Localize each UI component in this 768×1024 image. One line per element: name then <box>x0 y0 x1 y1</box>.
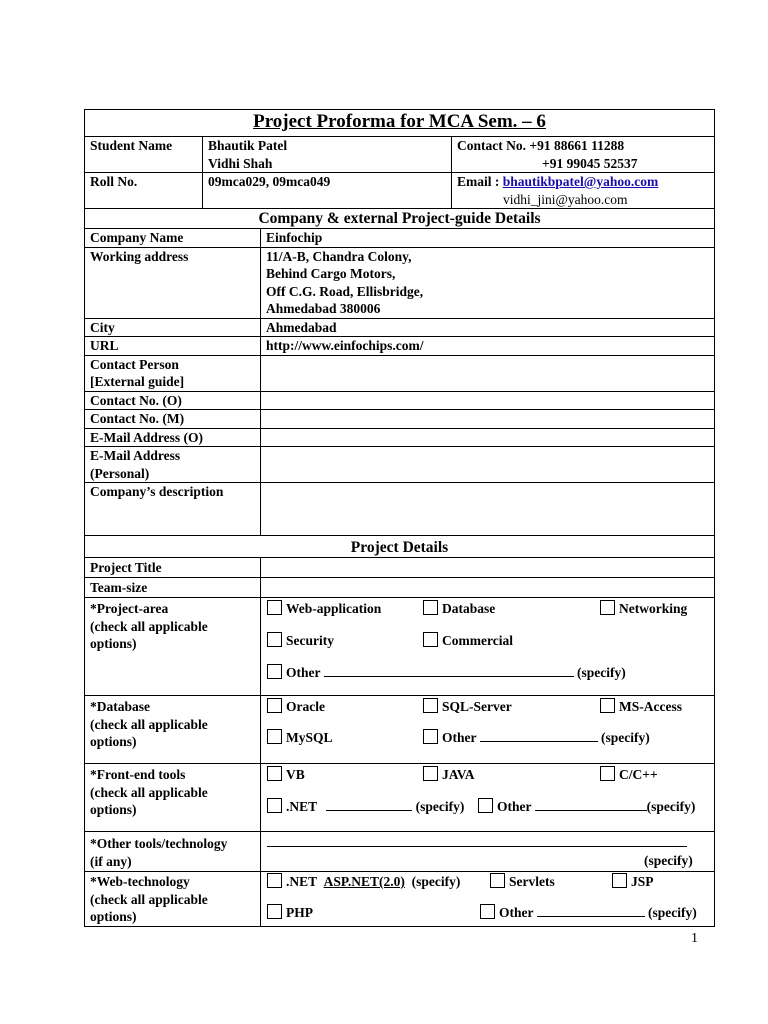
option-other[interactable]: Other (specify) <box>267 664 626 682</box>
option-web-application[interactable]: Web-application <box>267 600 381 618</box>
checkbox-icon[interactable] <box>478 798 493 813</box>
option-sql-server[interactable]: SQL-Server <box>423 698 512 716</box>
option-db-other[interactable]: Other (specify) <box>423 729 650 747</box>
option-fe-other[interactable]: Other (specify) <box>478 798 695 816</box>
email-link[interactable]: bhautikbpatel@yahoo.com <box>502 174 659 189</box>
option-mysql[interactable]: MySQL <box>267 729 333 747</box>
option-database[interactable]: Database <box>423 600 495 618</box>
city-value: Ahmedabad <box>261 318 715 337</box>
database-label: *Database (check all applicable options) <box>85 696 261 764</box>
roll-label: Roll No. <box>85 173 203 209</box>
checkbox-icon[interactable] <box>600 766 615 781</box>
company-name-label: Company Name <box>85 229 261 248</box>
other-tools-value[interactable]: (specify) <box>261 832 715 872</box>
contact-o-value[interactable] <box>261 391 715 410</box>
checkbox-icon[interactable] <box>267 664 282 679</box>
checkbox-icon[interactable] <box>423 600 438 615</box>
checkbox-icon[interactable] <box>612 873 627 888</box>
contact-m-value[interactable] <box>261 410 715 429</box>
frontend-options <box>261 764 715 832</box>
address-value: 11/A-B, Chandra Colony, Behind Cargo Motors, Off C.G. Road, Ellisbridge, Ahmedabad 380006 <box>261 247 715 318</box>
contact-numbers: Contact No. +91 88661 11288 +91 99045 52537 <box>452 137 715 173</box>
option-web-other[interactable]: Other (specify) <box>480 904 697 922</box>
student-names: Bhautik Patel Vidhi Shah <box>203 137 452 173</box>
option-servlets[interactable]: Servlets <box>490 873 555 891</box>
option-commercial[interactable]: Commercial <box>423 632 513 650</box>
checkbox-icon[interactable] <box>600 600 615 615</box>
checkbox-icon[interactable] <box>423 729 438 744</box>
project-area-options <box>261 598 715 696</box>
page-title: Project Proforma for MCA Sem. – 6 <box>85 110 715 137</box>
option-java[interactable]: JAVA <box>423 766 475 784</box>
database-options <box>261 696 715 764</box>
city-label: City <box>85 318 261 337</box>
project-title-label: Project Title <box>85 558 261 578</box>
url-label: URL <box>85 337 261 356</box>
project-section-title: Project Details <box>85 536 715 558</box>
option-vb[interactable]: VB <box>267 766 305 784</box>
option-oracle[interactable]: Oracle <box>267 698 325 716</box>
checkbox-icon[interactable] <box>267 904 282 919</box>
checkbox-icon[interactable] <box>423 766 438 781</box>
option-security[interactable]: Security <box>267 632 334 650</box>
checkbox-icon[interactable] <box>267 600 282 615</box>
description-value[interactable] <box>261 483 715 536</box>
email-cell: Email : bhautikbpatel@yahoo.com vidhi_jini@yahoo.com <box>452 173 715 209</box>
option-dotnet[interactable]: .NET (specify) <box>267 798 464 816</box>
checkbox-icon[interactable] <box>600 698 615 713</box>
email-o-value[interactable] <box>261 428 715 447</box>
contact-person-value[interactable] <box>261 355 715 391</box>
email-o-label: E-Mail Address (O) <box>85 428 261 447</box>
project-title-value[interactable] <box>261 558 715 578</box>
web-tech-options <box>261 872 715 927</box>
checkbox-icon[interactable] <box>480 904 495 919</box>
checkbox-icon[interactable] <box>423 632 438 647</box>
contact-m-label: Contact No. (M) <box>85 410 261 429</box>
option-jsp[interactable]: JSP <box>612 873 654 891</box>
email-p-label: E-Mail Address (Personal) <box>85 447 261 483</box>
page-number: 1 <box>691 931 698 946</box>
other-tools-label: *Other tools/technology (if any) <box>85 832 261 872</box>
description-label: Company’s description <box>85 483 261 536</box>
checkbox-icon[interactable] <box>490 873 505 888</box>
project-area-label: *Project-area (check all applicable options) <box>85 598 261 696</box>
checkbox-icon[interactable] <box>267 632 282 647</box>
team-size-label: Team-size <box>85 578 261 598</box>
url-value: http://www.einfochips.com/ <box>261 337 715 356</box>
student-name-label: Student Name <box>85 137 203 173</box>
checkbox-icon[interactable] <box>267 798 282 813</box>
company-name-value: Einfochip <box>261 229 715 248</box>
option-php[interactable]: PHP <box>267 904 313 922</box>
proforma-table <box>84 109 715 927</box>
checkbox-icon[interactable] <box>267 766 282 781</box>
address-label: Working address <box>85 247 261 318</box>
contact-person-label: Contact Person [External guide] <box>85 355 261 391</box>
checkbox-icon[interactable] <box>267 873 282 888</box>
checkbox-icon[interactable] <box>267 698 282 713</box>
email-p-value[interactable] <box>261 447 715 483</box>
option-networking[interactable]: Networking <box>600 600 687 618</box>
checkbox-icon[interactable] <box>267 729 282 744</box>
team-size-value[interactable] <box>261 578 715 598</box>
roll-value: 09mca029, 09mca049 <box>203 173 452 209</box>
option-web-dotnet[interactable]: .NET ASP.NET(2.0) (specify) <box>267 873 460 891</box>
contact-o-label: Contact No. (O) <box>85 391 261 410</box>
checkbox-icon[interactable] <box>423 698 438 713</box>
option-c-cpp[interactable]: C/C++ <box>600 766 658 784</box>
company-section-title: Company & external Project-guide Details <box>85 209 715 229</box>
frontend-label: *Front-end tools (check all applicable options) <box>85 764 261 832</box>
web-tech-label: *Web-technology (check all applicable options) <box>85 872 261 927</box>
option-ms-access[interactable]: MS-Access <box>600 698 682 716</box>
